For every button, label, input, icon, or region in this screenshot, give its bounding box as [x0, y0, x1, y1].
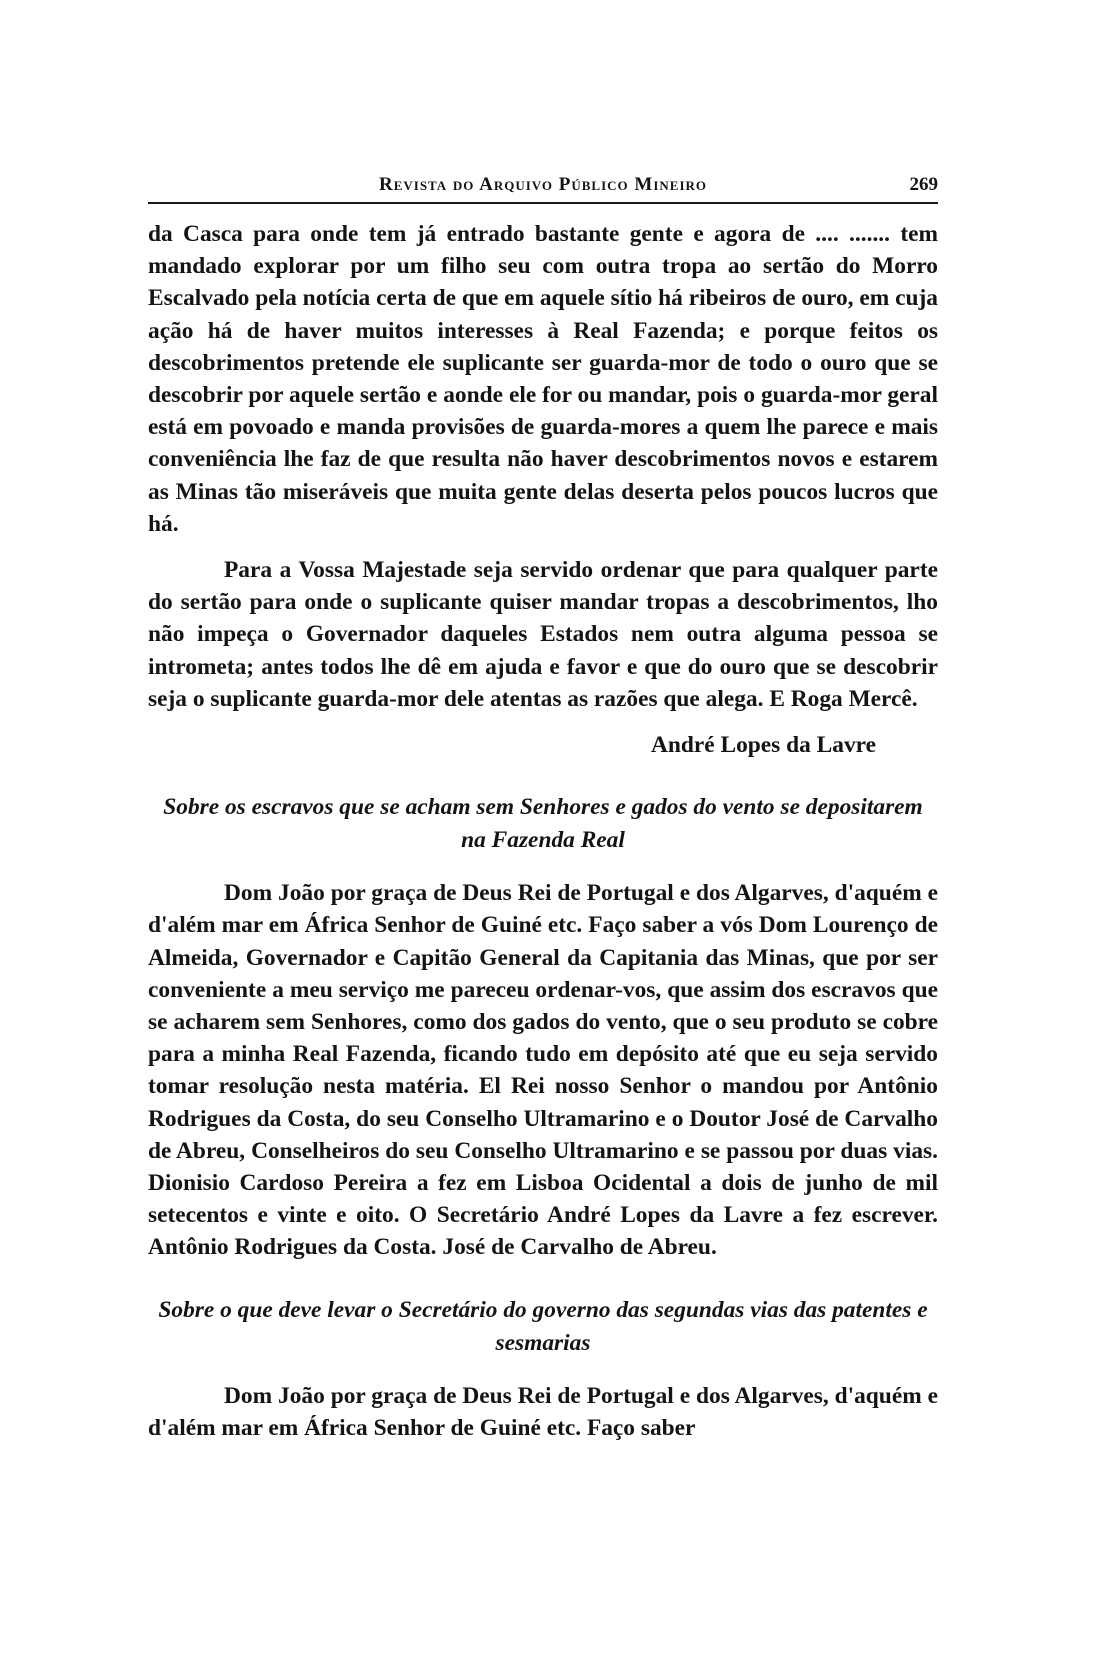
paragraph-petition: Para a Vossa Majestade seja servido ordenar que para qualquer parte do sertão para onde o suplicante quiser mandar tropas a descobrimentos, lho não impeça o Governador daqueles Estados nem outra alguma pessoa se intrometa; antes todos lhe dê em ajuda e favor e que do ouro que se descobrir seja o suplicante guarda-mor dele atentas as razões que alega. E Roga Mercê.: [148, 557, 938, 712]
paragraph-continuation: da Casca para onde tem já entrado bastante gente e agora de .... ....... tem mandado explorar por um filho seu com outra tropa ao sertão do Morro Escalvado pela notícia certa de que em aquele sítio há ribeiros de ouro, em cuja ação há de haver muitos interesses à Real Fazenda; e porque feitos os descobrimentos pretende ele suplicante ser guarda-mor de todo o ouro que se descobrir por aquele sertão e aonde ele for ou mandar, pois o guarda-mor geral está em povoado e manda provisões de guarda-mores a quem lhe parece e mais conveniência lhe faz de que resulta não haver descobrimentos novos e estarem as Minas tão miseráveis que muita gente delas deserta pelos poucos lucros que há.: [148, 221, 938, 537]
section-text-escravos: Dom João por graça de Deus Rei de Portugal e dos Algarves, d'aquém e d'além mar em África Senhor de Guiné etc. Faço saber a vós Dom Lourenço de Almeida, Governador e Capitão General da Capitania das Minas, que por ser conveniente a meu serviço me pareceu ordenar-vos, que assim dos escravos que se acharem sem Senhores, como dos gados do vento, que o seu produto se cobre para a minha Real Fazenda, ficando tudo em depósito até que eu seja servido tomar resolução nesta matéria. El Rei nosso Senhor o mandou por Antônio Rodrigues da Costa, do seu Conselho Ultramarino e o Doutor José de Carvalho de Abreu, Conselheiros do seu Conselho Ultramarino e se passou por duas vias. Dionisio Cardoso Pereira a fez em Lisboa Ocidental a dois de junho de mil setecentos e vinte e oito. O Secretário André Lopes da Lavre a fez escrever. Antônio Rodrigues da Costa. José de Carvalho de Abreu.: [148, 880, 938, 1261]
section-heading-secretario: Sobre o que deve levar o Secretário do governo das segundas vias das patentes e sesmarias: [158, 1296, 928, 1356]
signature: André Lopes da Lavre: [650, 732, 876, 759]
section-heading-escravos: Sobre os escravos que se acham sem Senhores e gados do vento se depositarem na Fazenda Real: [163, 794, 923, 854]
running-header: [148, 170, 938, 204]
section-text-secretario: Dom João por graça de Deus Rei de Portugal e dos Algarves, d'aquém e d'além mar em África Senhor de Guiné etc. Faço saber: [148, 1382, 938, 1441]
running-title: Revista do Arquivo Público Mineiro: [378, 174, 708, 195]
document-page: [148, 170, 938, 1444]
body-text: [148, 218, 938, 1444]
page-number: 269: [909, 174, 938, 195]
